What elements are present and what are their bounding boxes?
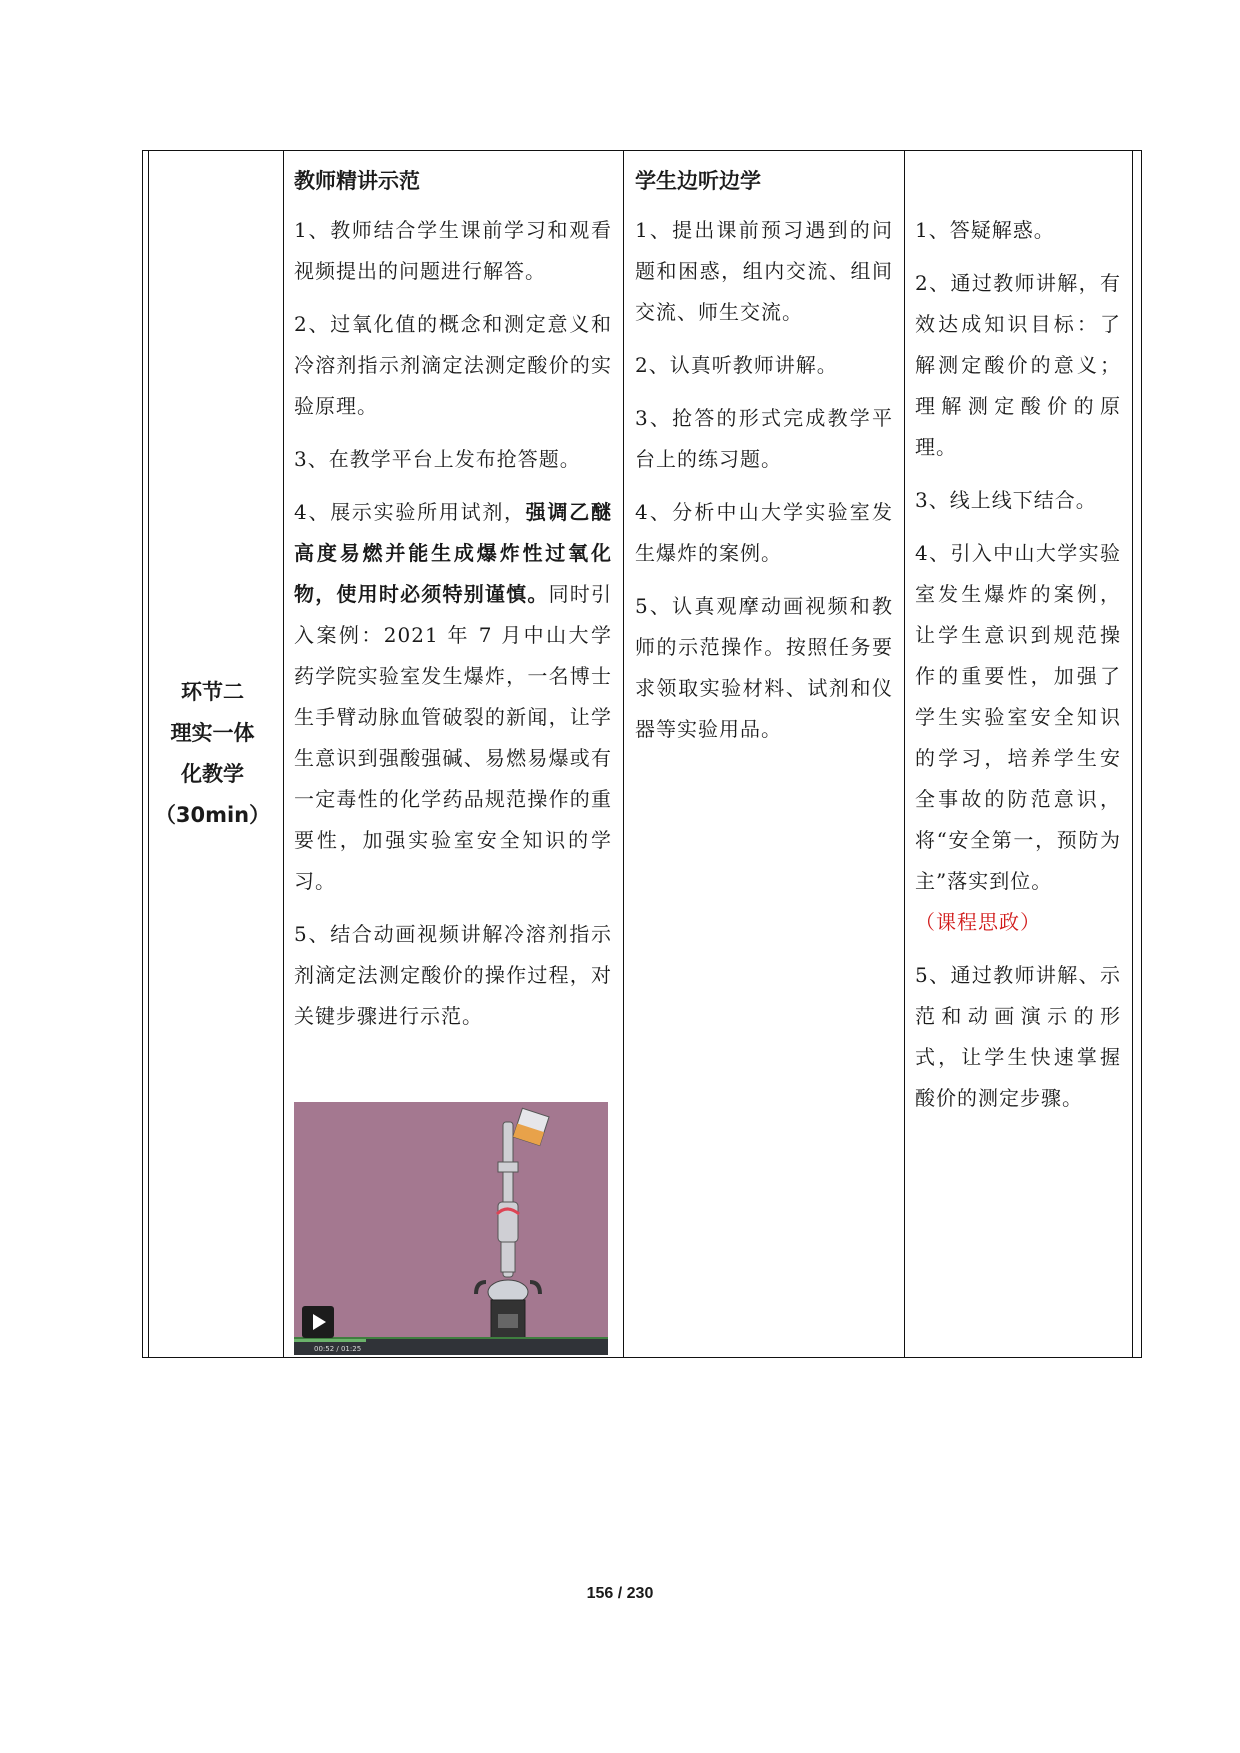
table-bottom-border [142,1357,1142,1358]
table-right-border [1141,150,1142,1358]
column-divider [283,150,284,1358]
lesson-table [142,150,1142,1358]
safety-warning: 强调乙醚高度易燃并能生成爆炸性过氧化物，使用时必须特别谨慎。 [294,500,612,606]
intent-item-4 [915,533,1121,943]
teacher-item-1: 1、教师结合学生课前学习和观看视频提出的问题进行解答。 [294,218,612,283]
stage-label: 理实一体 [170,721,255,745]
stage-label: 化教学 [181,762,244,786]
column-divider [904,150,905,1358]
ideology-tag: （课程思政） [915,910,1041,934]
beaker-pouring [513,1108,549,1145]
intent-item-1: 1、答疑解惑。 [915,218,1055,242]
stage-label: 环节二 [181,680,244,704]
video-control-bar[interactable] [294,1339,608,1355]
student-heading: 学生边听边学 [635,169,761,193]
column-divider [623,150,624,1358]
intent-item-5: 5、通过教师讲解、示范和动画演示的形式，让学生快速掌握酸价的测定步骤。 [915,963,1121,1110]
animation-video-player[interactable] [294,1102,608,1355]
intent-heading [915,164,1121,198]
teacher-heading: 教师精讲示范 [294,169,420,193]
page-number: 156 / 230 [586,1585,654,1602]
teacher-activity-cell [294,164,612,1049]
stage-cell [142,150,283,1358]
teacher-item-2: 2、过氧化值的概念和测定意义和冷溶剂指示剂滴定法测定酸价的实验原理。 [294,312,612,418]
play-button-icon[interactable] [302,1306,334,1338]
teacher-item-5: 5、结合动画视频讲解冷溶剂指示剂滴定法测定酸价的操作过程，对关键步骤进行示范。 [294,922,612,1028]
student-activity-cell [635,164,893,762]
student-item-4: 4、分析中山大学实验室发生爆炸的案例。 [635,500,893,565]
teacher-item-3: 3、在教学平台上发布抢答题。 [294,447,581,471]
stage-duration: （30min） [154,803,271,827]
intent-item-4-text: 4、引入中山大学实验室发生爆炸的案例，让学生意识到规范操作的重要性，加强了学生实验室安全知识的学习，培养学生安全事故的防范意识，将“安全第一，预防为主”落实到位。 [915,541,1121,893]
design-intent-cell [915,164,1121,1131]
table-right-inner-border [1132,150,1133,1358]
distillation-apparatus-illustration [294,1102,608,1355]
student-item-5: 5、认真观摩动画视频和教师的示范操作。按照任务要求领取实验材料、试剂和仪器等实验用品。 [635,594,893,741]
student-item-2: 2、认真听教师讲解。 [635,353,838,377]
student-item-1: 1、提出课前预习遇到的问题和困惑，组内交流、组间交流、师生交流。 [635,218,893,324]
video-time-readout: 00:52 / 01:25 [314,1345,362,1353]
intent-item-3: 3、线上线下结合。 [915,488,1097,512]
teacher-item-4-case: 同时引入案例：2021 年 7 月中山大学药学院实验室发生爆炸，一名博士生手臂动脉血管破裂的新闻，让学生意识到强酸强碱、易燃易爆或有一定毒性的化学药品规范操作的重要性，加强实验室安全知识的学习。 [294,582,613,893]
table-top-border [142,150,1142,151]
intent-item-2: 2、通过教师讲解，有效达成知识目标：了解测定酸价的意义；理解测定酸价的原理。 [915,271,1121,459]
video-progress-bar[interactable] [294,1339,366,1342]
teacher-item-4 [294,492,612,902]
student-item-3: 3、抢答的形式完成教学平台上的练习题。 [635,406,893,471]
teacher-item-4-prefix: 4、展示实验所用试剂， [294,500,526,524]
